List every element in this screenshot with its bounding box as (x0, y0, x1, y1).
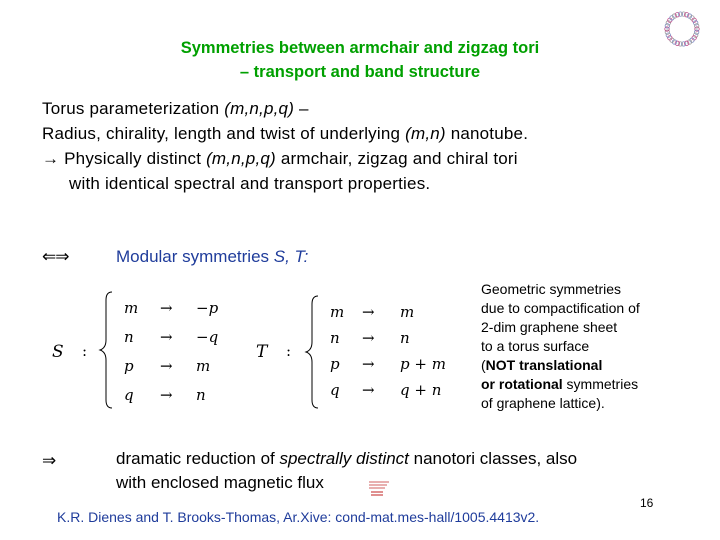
line1-text: Torus parameterization (42, 99, 225, 118)
line1-tail: – (294, 99, 309, 118)
body-line-2 (42, 122, 528, 146)
logo-ring-segment (694, 24, 698, 28)
symmetry-maps (48, 284, 468, 414)
T-row-from-2: p (330, 355, 340, 373)
body-line-3 (42, 147, 518, 171)
T-colon: : (286, 342, 292, 360)
conclusion-part-2: nanotori classes, also (408, 449, 578, 468)
conclusion-line-2: with enclosed magnetic flux (116, 473, 324, 492)
note-line-4: to a torus surface (481, 338, 590, 354)
line2-params: (m,n) (405, 124, 446, 143)
line1-params: (m,n,p,q) (224, 99, 295, 118)
note-line-5 (481, 356, 681, 375)
conclusion-line-1 (116, 447, 676, 471)
title-line-1: Symmetries between armchair and zigzag tori (180, 39, 540, 57)
T-row-from-1: n (330, 329, 340, 347)
S-row-to-1: −q (196, 328, 219, 346)
torus-logo (662, 9, 702, 49)
line3-params: (m,n,p,q) (206, 149, 276, 168)
T-brace (306, 296, 318, 408)
page-number: 16 (640, 496, 654, 510)
title-line-2: – transport and band structure (239, 63, 481, 81)
S-label: S (52, 342, 64, 362)
S-row-to-0: −p (196, 299, 219, 317)
T-row-to-1: n (400, 329, 410, 347)
body-line-4 (69, 172, 430, 196)
S-row-to-2: m (196, 357, 211, 375)
right-arrow-icon: → (42, 149, 60, 168)
S-row-arrow-1: → (160, 328, 173, 346)
T-row-arrow-2: → (362, 355, 375, 373)
note-paren: ( (481, 357, 486, 373)
S-row-from-0: m (124, 299, 139, 317)
T-row-to-2: p + m (400, 355, 446, 373)
logo-ring-segment (694, 30, 698, 34)
geometric-symmetries-note (481, 280, 681, 413)
note-line-6 (481, 375, 681, 394)
logo-ring-segment (681, 12, 685, 16)
note-line-1: Geometric symmetries (481, 281, 622, 297)
line2-text: Radius, chirality, length and twist of underlying (42, 124, 406, 143)
S-row-to-3: n (196, 386, 206, 404)
modular-ST: S, T: (273, 247, 309, 266)
modular-text: Modular symmetries (116, 247, 274, 266)
note-bold-1: NOT translational (485, 357, 603, 373)
note-bold-2: or rotational (481, 376, 563, 392)
S-row-from-3: q (124, 386, 134, 404)
logo-ring-segment (678, 42, 682, 46)
conclusion-part-1: dramatic reduction of (116, 449, 280, 468)
T-row-from-0: m (330, 303, 345, 321)
T-row-arrow-1: → (362, 329, 375, 347)
note-line-6-tail: symmetries (562, 376, 639, 392)
S-row-arrow-3: → (160, 386, 173, 404)
double-right-arrow-icon: ⇒ (42, 451, 57, 470)
body-line-1 (42, 97, 309, 121)
note-line-2: due to compactification of (481, 300, 640, 316)
S-row-from-2: p (124, 357, 134, 375)
S-row-from-1: n (124, 328, 134, 346)
T-row-arrow-3: → (362, 381, 375, 399)
T-row-from-3: q (330, 381, 340, 399)
S-row-arrow-0: → (160, 299, 173, 317)
conclusion-emphasis: spectrally distinct (279, 449, 409, 468)
T-row-arrow-0: → (362, 303, 375, 321)
T-label: T (256, 342, 268, 362)
S-brace (100, 292, 112, 408)
bidirectional-arrow-icon: ⇐⇒ (42, 247, 69, 266)
logo-ring-segment (665, 24, 669, 28)
T-row-to-3: q + n (400, 381, 442, 399)
line3-tail: armchair, zigzag and chiral tori (275, 149, 518, 168)
line4-text: with identical spectral and transport properties. (69, 174, 431, 193)
small-figure-stamp (367, 478, 393, 500)
conclusion-text (116, 447, 676, 495)
note-line-3: 2-dim graphene sheet (481, 319, 618, 335)
T-row-to-0: m (400, 303, 415, 321)
note-line-7: of graphene lattice). (481, 395, 605, 411)
citation: K.R. Dienes and T. Brooks-Thomas, Ar.Xive: cond-mat.mes-hall/1005.4413v2. (57, 509, 540, 525)
modular-symmetries-heading (116, 245, 308, 269)
S-colon: : (82, 342, 88, 360)
line2-tail: nanotube. (445, 124, 529, 143)
S-row-arrow-2: → (160, 357, 173, 375)
line3-text: Physically distinct (59, 149, 207, 168)
slide-title (100, 36, 620, 84)
